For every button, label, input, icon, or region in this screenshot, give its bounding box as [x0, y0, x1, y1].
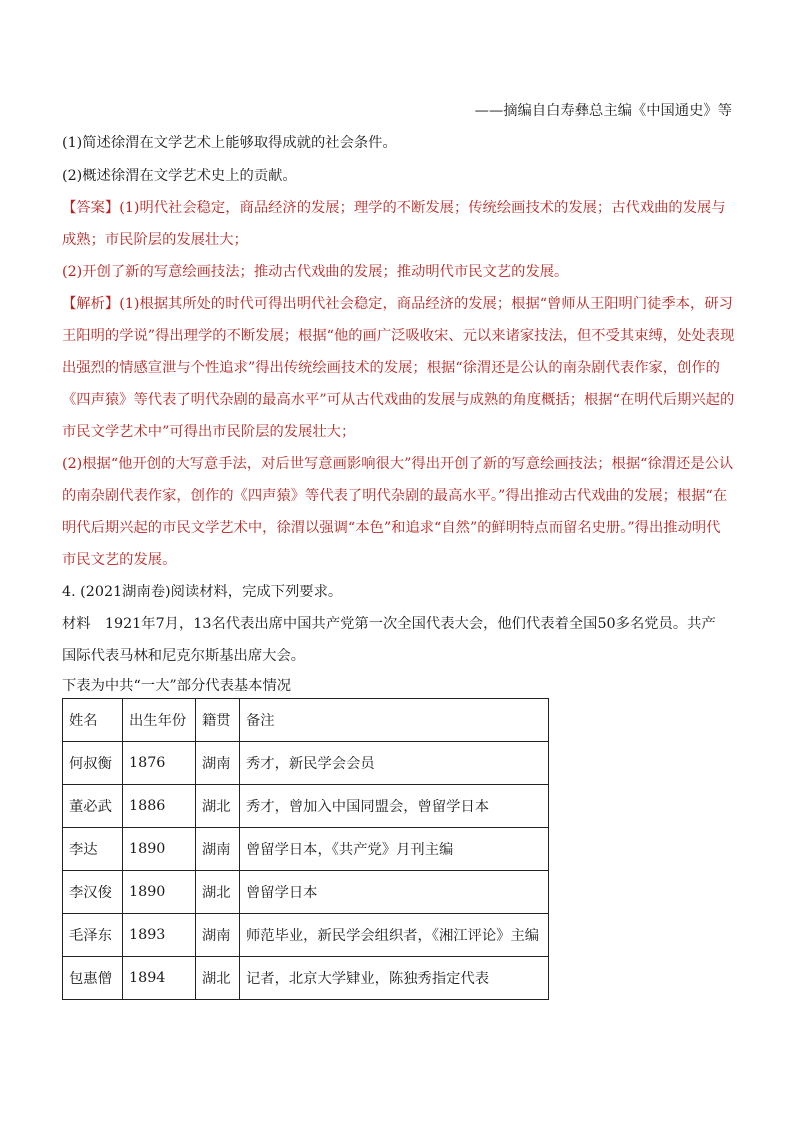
table-row: [63, 871, 549, 914]
cell-birth-year: 1876: [123, 742, 196, 785]
header-native-place: 籍贯: [196, 699, 240, 742]
cell-notes: 师范毕业，新民学会组织者，《湘江评论》主编: [240, 914, 549, 957]
source-citation: ——摘编自白寿彝总主编《中国通史》等: [474, 103, 732, 119]
table-header-row: [63, 699, 549, 742]
analysis-line-7: 的南杂剧代表作家，创作的《四声猿》等代表了明代杂剧的最高水平。”得出推动古代戏曲的发展；根据“在: [62, 488, 728, 504]
analysis-line-9: 市民文艺的发展。: [62, 552, 177, 568]
question-4-title: 4. (2021湖南卷)阅读材料，完成下列要求。: [62, 584, 343, 600]
analysis-line-3: 出强烈的情感宣泄与个性追求”得出传统绘画技术的发展；根据“徐渭还是公认的南杂剧代表作家，创作的: [62, 360, 720, 376]
answer-text: (1)明代社会稳定，商品经济的发展；理学的不断发展；传统绘画技术的发展；古代戏曲的发展与: [119, 200, 726, 216]
cell-birth-year: 1886: [123, 785, 196, 828]
cell-birth-year: 1893: [123, 914, 196, 957]
question-1: (1)简述徐渭在文学艺术上能够取得成就的社会条件。: [62, 135, 397, 151]
cell-notes: 秀才，曾加入中国同盟会，曾留学日本: [240, 785, 549, 828]
cell-name: 董必武: [63, 785, 123, 828]
material-line-1: 材料 1921年7月，13名代表出席中国共产党第一次全国代表大会，他们代表着全国50多名党员。共产: [62, 616, 716, 632]
question-2: (2)概述徐渭在文学艺术史上的贡献。: [62, 168, 297, 184]
cell-notes: 曾留学日本，《共产党》月刊主编: [240, 828, 549, 871]
cell-name: 毛泽东: [63, 914, 123, 957]
cell-birth-year: 1890: [123, 871, 196, 914]
analysis-line-8: 明代后期兴起的市民文学艺术中，徐渭以强调“本色”和追求“自然”的鲜明特点而留名史册。”得出推动明代: [62, 520, 721, 536]
cell-name: 何叔衡: [63, 742, 123, 785]
answer-line-1: [62, 198, 726, 218]
table-row: [63, 785, 549, 828]
answer-line-3: (2)开创了新的写意绘画技法；推动古代戏曲的发展；推动明代市民文艺的发展。: [62, 264, 569, 280]
table-caption: 下表为中共“一大”部分代表基本情况: [62, 678, 292, 694]
analysis-line-2: 王阳明的学说”得出理学的不断发展；根据“他的画广泛吸收宋、元以来诸家技法，但不受其束缚，处处表现: [62, 328, 735, 344]
answer-tag: 【答案】: [62, 200, 120, 216]
cell-name: 李达: [63, 828, 123, 871]
header-notes: 备注: [240, 699, 549, 742]
cell-notes: 秀才，新民学会会员: [240, 742, 549, 785]
table-row: [63, 957, 549, 1000]
cell-name: 李汉俊: [63, 871, 123, 914]
cell-native-place: 湖南: [196, 828, 240, 871]
answer-line-2: 成熟；市民阶层的发展壮大；: [62, 232, 248, 248]
cell-native-place: 湖南: [196, 742, 240, 785]
analysis-line-5: 市民文学艺术中”可得出市民阶层的发展壮大；: [62, 424, 356, 440]
analysis-line-4: 《四声猿》等代表了明代杂剧的最高水平”可从古代戏曲的发展与成熟的角度概括；根据“在明代后期兴起的: [62, 392, 735, 408]
header-name: 姓名: [63, 699, 123, 742]
analysis-tag: 【解析】: [62, 296, 120, 312]
cell-native-place: 湖南: [196, 914, 240, 957]
header-birth-year: 出生年份: [123, 699, 196, 742]
analysis-line-1: [62, 294, 733, 314]
analysis-text: (1)根据其所处的时代可得出明代社会稳定，商品经济的发展；根据“曾师从王阳明门徒季本，研习: [119, 296, 733, 312]
table-row: [63, 828, 549, 871]
cell-native-place: 湖北: [196, 957, 240, 1000]
analysis-line-6: (2)根据“他开创的大写意手法，对后世写意画影响很大”得出开创了新的写意绘画技法；根据“徐渭还是公认: [62, 456, 734, 472]
delegates-table: [62, 698, 549, 1000]
cell-native-place: 湖北: [196, 785, 240, 828]
cell-native-place: 湖北: [196, 871, 240, 914]
cell-name: 包惠僧: [63, 957, 123, 1000]
cell-birth-year: 1894: [123, 957, 196, 1000]
table-row: [63, 914, 549, 957]
material-line-2: 国际代表马林和尼克尔斯基出席大会。: [62, 648, 306, 664]
cell-birth-year: 1890: [123, 828, 196, 871]
table-row: [63, 742, 549, 785]
cell-notes: 记者，北京大学肄业，陈独秀指定代表: [240, 957, 549, 1000]
cell-notes: 曾留学日本: [240, 871, 549, 914]
